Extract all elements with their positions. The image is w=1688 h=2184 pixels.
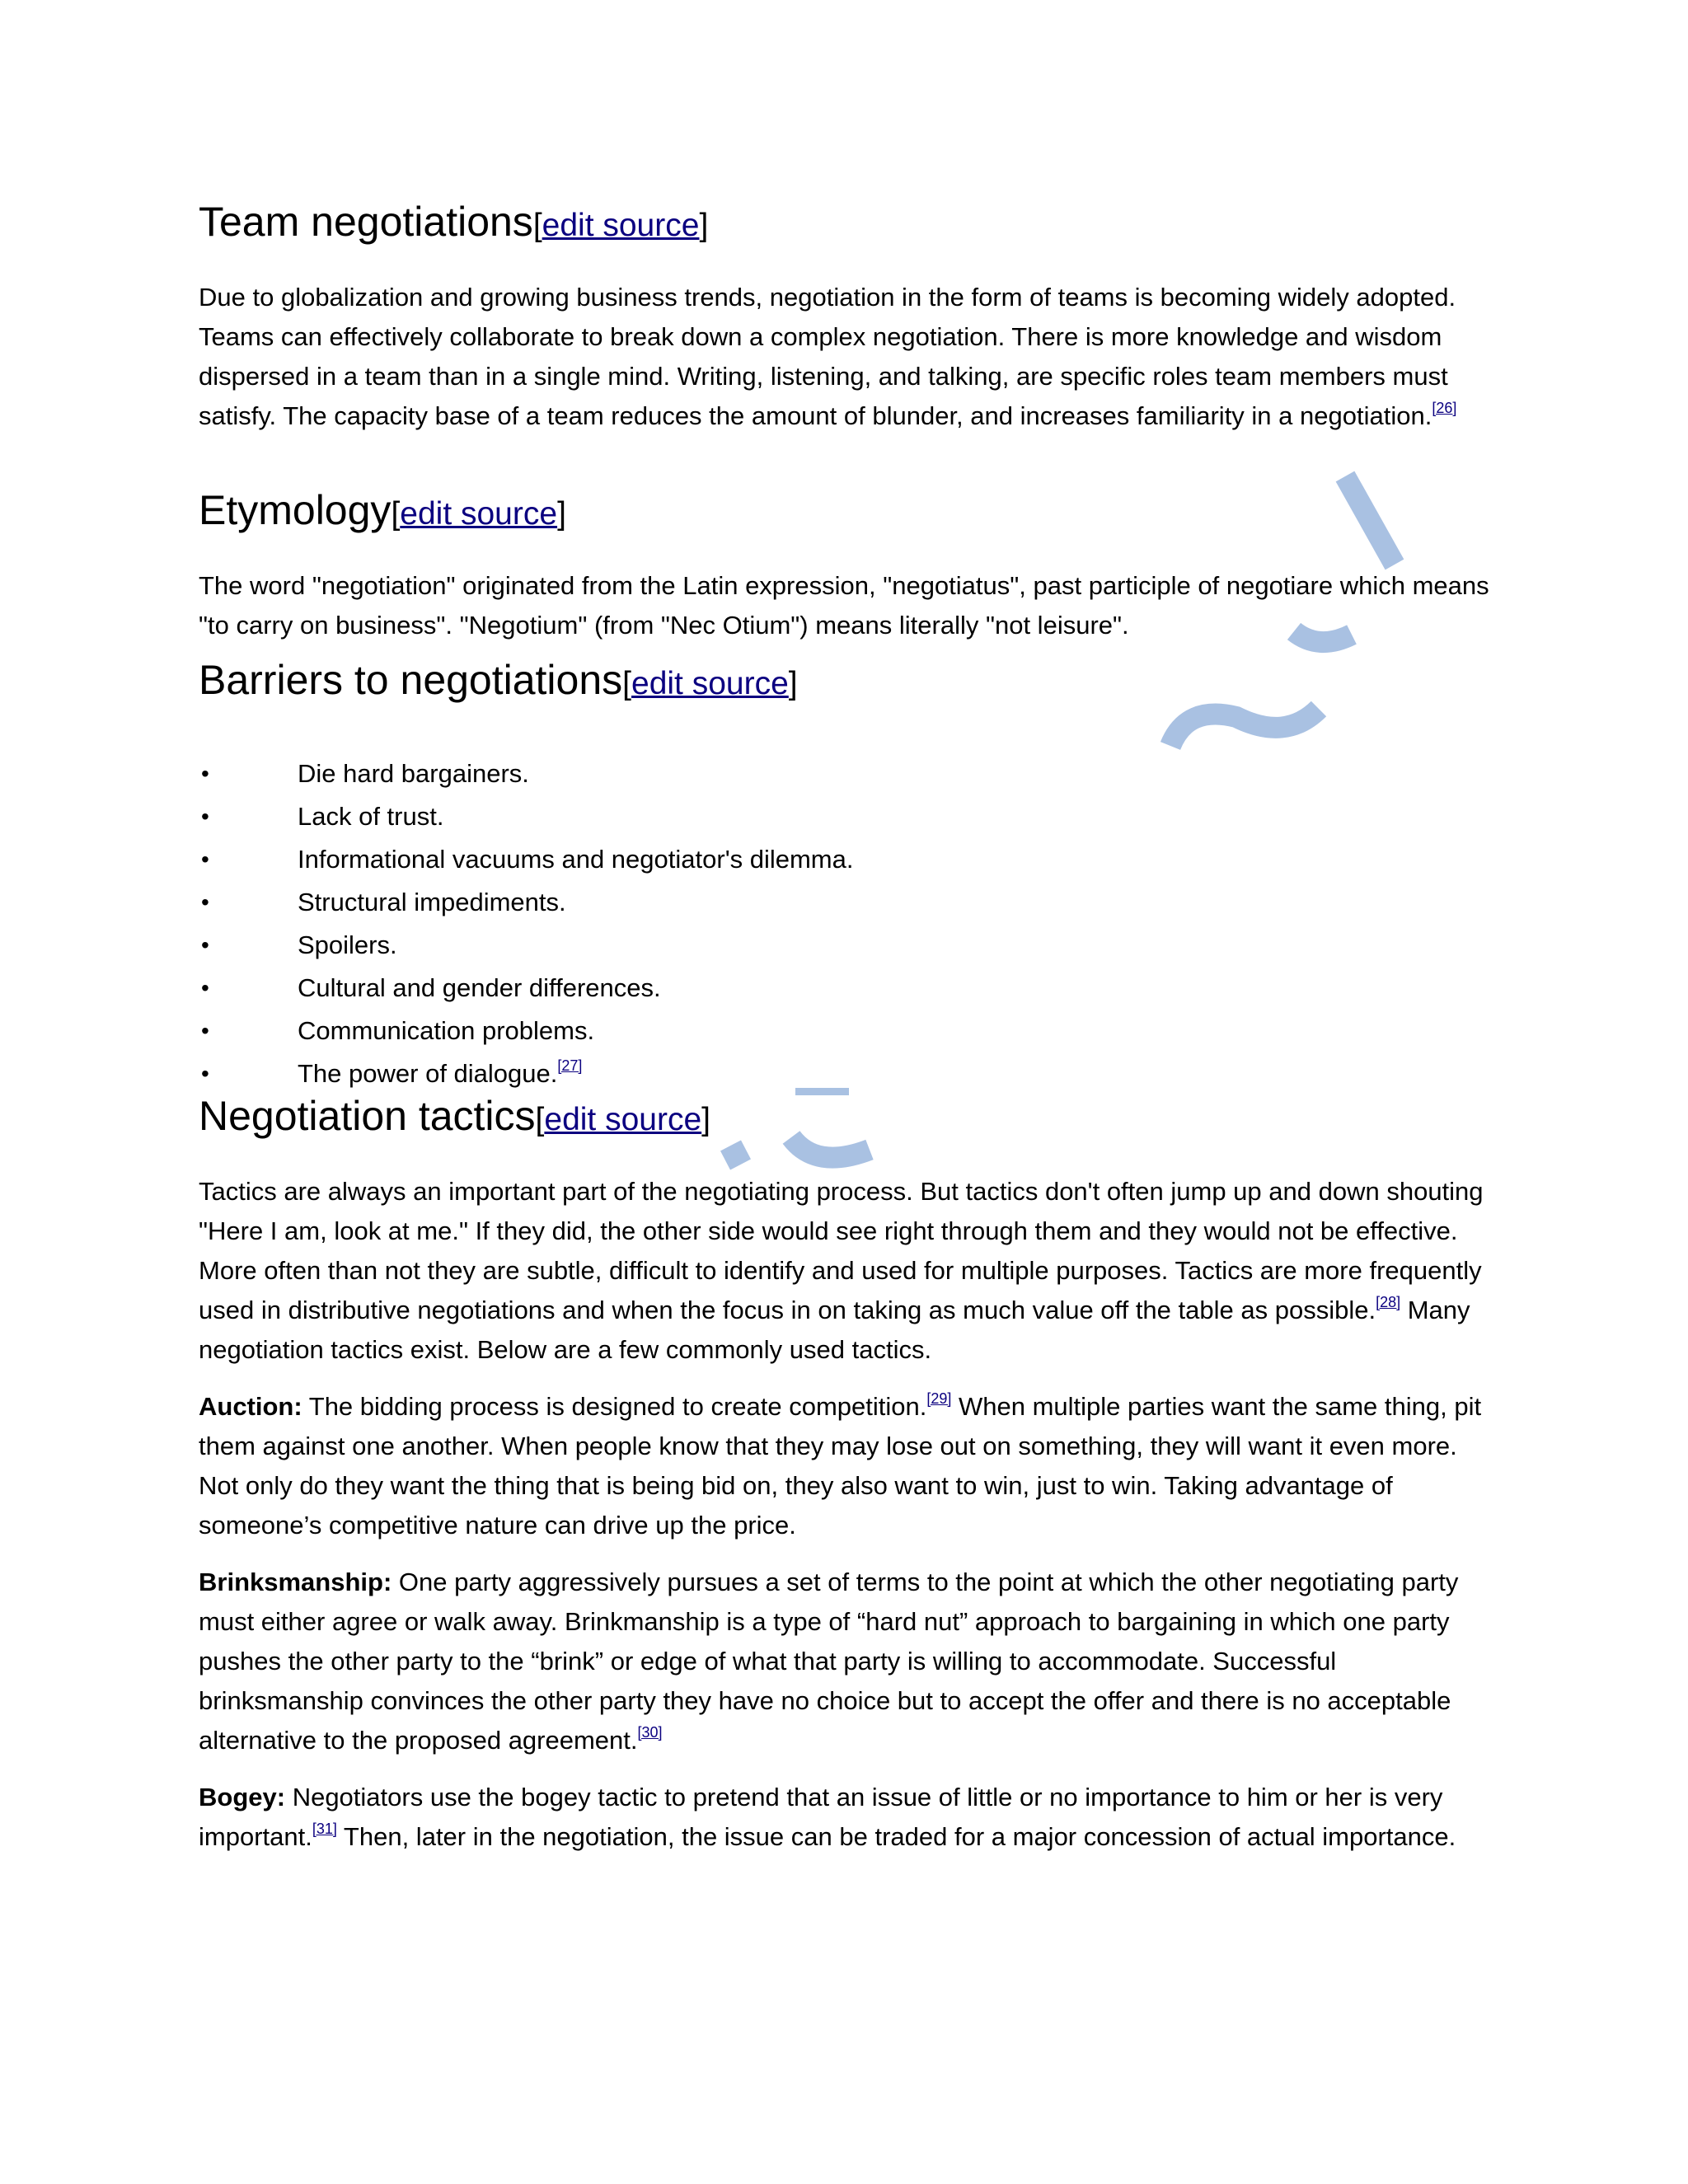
edit-source-link-tactics[interactable]: edit source	[544, 1102, 702, 1137]
edit-source-bracket: [edit source]	[532, 208, 709, 243]
list-item-text: Informational vacuums and negotiator's dilemma.	[298, 845, 854, 874]
edit-source-link-barriers[interactable]: edit source	[631, 666, 789, 701]
edit-source-bracket: [edit source]	[391, 496, 566, 532]
citation-26[interactable]: [26]	[1432, 400, 1457, 416]
watermark-stroke-lower	[791, 1137, 870, 1158]
citation-30[interactable]: [30]	[637, 1724, 663, 1741]
bullet-icon: •	[201, 889, 209, 915]
heading-barriers	[199, 656, 798, 708]
list-item-text: Die hard bargainers.	[298, 759, 529, 788]
paragraph-auction	[199, 1387, 1493, 1545]
heading-etymology	[199, 486, 566, 538]
bullet-icon: •	[201, 1018, 209, 1043]
list-item	[199, 924, 1493, 967]
paragraph-brinksmanship	[199, 1563, 1493, 1760]
citation-27[interactable]: [27]	[557, 1057, 583, 1074]
list-item	[199, 838, 1493, 881]
heading-text: Team negotiations	[199, 199, 533, 245]
watermark-stroke-top	[1345, 476, 1395, 565]
paragraph-text: The bidding process is designed to create competition.	[302, 1392, 927, 1421]
list-item-text: Communication problems.	[298, 1016, 595, 1045]
list-item	[199, 752, 1493, 795]
paragraph-tactics-intro	[199, 1172, 1493, 1370]
paragraph-text: When multiple parties want the same thing, pit them against one another. When people know that they may lose out on something, they will want it even more. Not only do they want the thing that is being bid on, they also want to win, just to win. Taking advantage of someone’s competitive nature can drive up the price.	[199, 1392, 1482, 1540]
heading-negotiation-tactics	[199, 1092, 710, 1144]
list-item-text: Lack of trust.	[298, 802, 444, 831]
bullet-icon: •	[201, 804, 209, 829]
paragraph-text: Many negotiation tactics exist. Below are a few commonly used tactics.	[199, 1296, 1470, 1364]
term-auction: Auction:	[199, 1392, 302, 1421]
paragraph-bogey	[199, 1778, 1493, 1857]
bullet-icon: •	[201, 1061, 209, 1086]
heading-text: Etymology	[199, 487, 392, 533]
list-item	[199, 795, 1493, 838]
heading-text: Negotiation tactics	[199, 1093, 536, 1139]
citation-28[interactable]: [28]	[1376, 1294, 1401, 1310]
bullet-icon: •	[201, 846, 209, 872]
list-item	[199, 1052, 1493, 1095]
edit-source-bracket: [edit source]	[622, 666, 798, 701]
watermark-stroke-low	[725, 1150, 746, 1160]
edit-source-bracket: [edit source]	[535, 1102, 711, 1137]
list-item	[199, 881, 1493, 924]
heading-team-negotiations	[199, 198, 708, 250]
list-item-text: Spoilers.	[298, 930, 397, 959]
list-item-text: Structural impediments.	[298, 888, 566, 916]
list-item	[199, 967, 1493, 1010]
list-item	[199, 1010, 1493, 1052]
paragraph-text: Then, later in the negotiation, the issue can be traded for a major concession of actual importance.	[336, 1822, 1456, 1851]
edit-source-link-team[interactable]: edit source	[542, 208, 700, 243]
paragraph-etymology	[199, 566, 1493, 645]
citation-29[interactable]: [29]	[926, 1390, 952, 1407]
bullet-icon: •	[201, 975, 209, 1001]
watermark-stroke-curve	[1170, 709, 1319, 746]
paragraph-text: Tactics are always an important part of the negotiating process. But tactics don't often jump up and down shouting "Here I am, look at me." If they did, the other side would see right through them and they would not be effective. More often than not they are subtle, difficult to identify and used for multiple purposes. Tactics are more frequently used in distributive negotiations and when the focus in on taking as much value off the table as possible.	[199, 1177, 1484, 1324]
paragraph-text: The word "negotiation" originated from the Latin expression, "negotiatus", past participle of negotiare which means "to carry on business". "Negotium" (from "Nec Otium") means literally "not leisure".	[199, 571, 1489, 640]
paragraph-text: Negotiators use the bogey tactic to pretend that an issue of little or no importance to him or her is very important.	[199, 1783, 1443, 1851]
term-brinksmanship: Brinksmanship:	[199, 1568, 392, 1596]
bullet-icon: •	[201, 932, 209, 958]
list-item-text: Cultural and gender differences.	[298, 973, 661, 1002]
paragraph-text: One party aggressively pursues a set of terms to the point at which the other negotiating party must either agree or walk away. Brinkmanship is a type of “hard nut” approach to bargaining in which one party pushes the other party to the “brink” or edge of what that party is willing to accommodate. Successful brinksmanship convinces the other party they have no choice but to accept the offer and there is no acceptable alternative to the proposed agreement.	[199, 1568, 1459, 1755]
list-item-text: The power of dialogue.	[298, 1059, 558, 1088]
term-bogey: Bogey:	[199, 1783, 286, 1811]
barriers-list	[199, 752, 1493, 1095]
edit-source-link-etymology[interactable]: edit source	[400, 496, 558, 532]
paragraph-text: Due to globalization and growing business trends, negotiation in the form of teams is becoming widely adopted. Teams can effectively collaborate to break down a complex negotiation. There is more knowledge and wisdom dispersed in a team than in a single mind. Writing, listening, and talking, are specific roles team members must satisfy. The capacity base of a team reduces the amount of blunder, and increases familiarity in a negotiation.	[199, 283, 1456, 430]
heading-text: Barriers to negotiations	[199, 657, 623, 703]
citation-31[interactable]: [31]	[312, 1821, 337, 1837]
bullet-icon: •	[201, 761, 209, 786]
paragraph-team-negotiations	[199, 278, 1493, 436]
